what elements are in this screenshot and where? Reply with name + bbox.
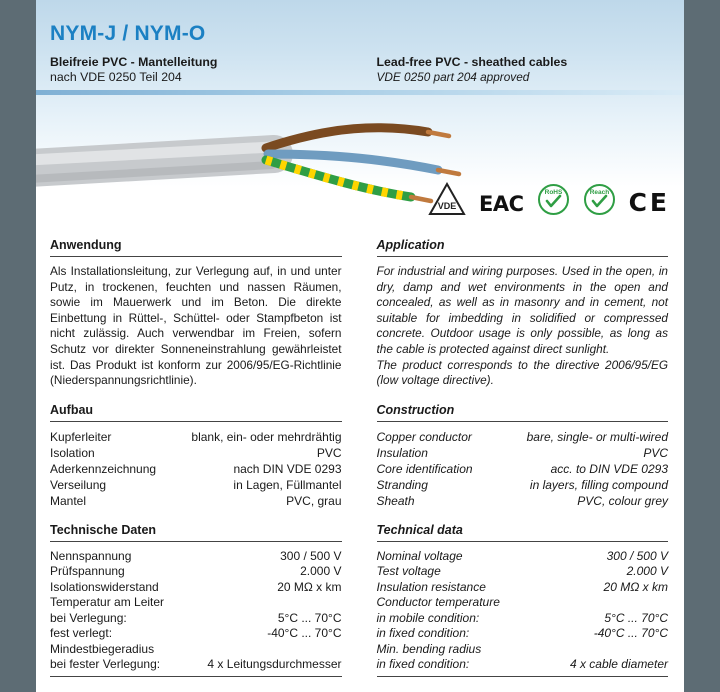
spec-row bbox=[377, 493, 669, 509]
spec-label: Isolation bbox=[50, 445, 95, 460]
spec-label: Mindestbiegeradius bbox=[50, 641, 155, 656]
spec-label: Nennspannung bbox=[50, 548, 132, 563]
spec-row bbox=[50, 429, 342, 445]
spec-label: Prüfspannung bbox=[50, 564, 125, 579]
body bbox=[36, 228, 684, 677]
svg-text:RoHS: RoHS bbox=[544, 189, 562, 196]
spec-label: in fixed condition: bbox=[376, 626, 470, 641]
spec-row bbox=[50, 642, 342, 658]
spec-value: 4 x cable diameter bbox=[569, 657, 668, 672]
left-page-border bbox=[0, 0, 36, 692]
spec-value: PVC bbox=[316, 445, 342, 460]
technical-english bbox=[377, 523, 669, 677]
spec-row bbox=[50, 611, 342, 627]
application-text-de: Als Installationsleitung, zur Verlegung auf, in und unter Putz, in trockenen, feuchten und nassen Räumen, sowie im Mauerwerk und im Beton. Die direkte Einbettung in Rüttel-, Schüttel- oder Stampfbeton ist nicht zulässig. Auch verwendbar im Freien, sofern Schutz vor direkter Sonneneinstrahlung gewährleistet ist. Das Produkt ist konform zur 2006/95/EG-Richtlinie (Niederspannungsrichtlinie). bbox=[50, 264, 342, 388]
svg-text:VDE: VDE bbox=[437, 201, 457, 211]
spec-label: bei fester Verlegung: bbox=[50, 657, 161, 672]
spec-row bbox=[50, 477, 342, 493]
spec-value: PVC bbox=[643, 445, 668, 460]
spec-value: 20 MΩ x km bbox=[603, 579, 668, 594]
reach-icon bbox=[583, 183, 616, 216]
section-heading: Technische Daten bbox=[50, 523, 342, 542]
spec-row bbox=[50, 493, 342, 509]
spec-value: in Lagen, Füllmantel bbox=[233, 477, 342, 492]
subtitle-de-line1: Bleifreie PVC - Mantelleitung bbox=[50, 55, 218, 69]
section-construction bbox=[50, 403, 668, 509]
certifications bbox=[428, 160, 670, 216]
svg-text:Reach: Reach bbox=[589, 189, 609, 196]
spec-label: Core identification bbox=[376, 461, 473, 476]
application-german bbox=[50, 238, 342, 389]
spec-row bbox=[50, 564, 342, 580]
spec-value: 300 / 500 V bbox=[606, 548, 668, 563]
spec-label: Verseilung bbox=[50, 477, 107, 492]
header-gradient-divider bbox=[36, 90, 684, 95]
technical-german bbox=[50, 523, 342, 677]
spec-value: PVC, grau bbox=[286, 493, 342, 508]
subtitle-german bbox=[50, 55, 342, 85]
spec-value: 2.000 V bbox=[626, 564, 668, 579]
spec-row bbox=[377, 642, 669, 658]
spec-value: 5°C ... 70°C bbox=[604, 610, 668, 625]
spec-row bbox=[377, 626, 669, 642]
spec-row bbox=[377, 461, 669, 477]
spec-row bbox=[50, 445, 342, 461]
page-title: NYM-J / NYM-O bbox=[50, 22, 206, 45]
spec-row bbox=[377, 595, 669, 611]
spec-row bbox=[377, 477, 669, 493]
spec-value: in layers, filling compound bbox=[529, 477, 668, 492]
spec-value: 300 / 500 V bbox=[280, 548, 342, 563]
spec-label: Insulation bbox=[376, 445, 428, 460]
section-heading: Technical data bbox=[377, 523, 669, 542]
cable-photo bbox=[36, 96, 496, 218]
ce-mark-icon bbox=[629, 190, 670, 216]
application-text-en-p2: The product corresponds to the directive 2006/95/EG (low voltage directive). bbox=[376, 357, 668, 388]
construction-english bbox=[377, 403, 669, 509]
spec-row bbox=[377, 445, 669, 461]
spec-label: fest verlegt: bbox=[50, 626, 113, 641]
spec-value: -40°C ... 70°C bbox=[267, 626, 342, 641]
right-page-border bbox=[684, 0, 720, 692]
spec-row bbox=[50, 595, 342, 611]
spec-row bbox=[50, 461, 342, 477]
cable-illustration-svg bbox=[36, 96, 496, 218]
section-heading: Aufbau bbox=[50, 403, 342, 422]
spec-value: 4 x Leitungsdurchmesser bbox=[207, 657, 342, 672]
subtitle-english bbox=[377, 55, 669, 85]
subtitle-en-line2: VDE 0250 part 204 approved bbox=[376, 70, 530, 84]
section-heading: Construction bbox=[377, 403, 669, 422]
header bbox=[36, 0, 684, 228]
spec-value: bare, single- or multi-wired bbox=[526, 429, 668, 444]
spec-label: Mantel bbox=[50, 493, 87, 508]
spec-label: Min. bending radius bbox=[376, 641, 482, 656]
spec-label: Insulation resistance bbox=[376, 579, 486, 594]
spec-value: acc. to DIN VDE 0293 bbox=[550, 461, 668, 476]
datasheet-content bbox=[36, 0, 684, 692]
spec-label: Aderkennzeichnung bbox=[50, 461, 157, 476]
spec-row bbox=[50, 580, 342, 596]
section-technical-data bbox=[50, 523, 668, 677]
spec-row bbox=[377, 611, 669, 627]
eac-mark-icon bbox=[479, 192, 524, 216]
spec-value: nach DIN VDE 0293 bbox=[233, 461, 342, 476]
ce-text: CE bbox=[628, 188, 670, 217]
spec-label: bei Verlegung: bbox=[50, 610, 127, 625]
spec-label: Temperatur am Leiter bbox=[50, 595, 165, 610]
subtitle-row bbox=[50, 55, 668, 85]
spec-label: Conductor temperature bbox=[376, 595, 500, 610]
construction-german bbox=[50, 403, 342, 509]
spec-value: 20 MΩ x km bbox=[277, 579, 342, 594]
spec-label: Copper conductor bbox=[376, 429, 472, 444]
spec-label: in mobile condition: bbox=[376, 610, 480, 625]
spec-label: Sheath bbox=[376, 493, 415, 508]
section-heading: Application bbox=[377, 238, 669, 257]
spec-row bbox=[377, 580, 669, 596]
section-application bbox=[50, 238, 668, 389]
spec-value: -40°C ... 70°C bbox=[593, 626, 668, 641]
spec-value: 5°C ... 70°C bbox=[277, 610, 342, 625]
spec-label: Kupferleiter bbox=[50, 429, 112, 444]
spec-value: blank, ein- oder mehrdrähtig bbox=[191, 429, 342, 444]
spec-row bbox=[50, 626, 342, 642]
subtitle-de-line2: nach VDE 0250 Teil 204 bbox=[50, 70, 182, 84]
spec-label: Test voltage bbox=[376, 564, 441, 579]
section-heading: Anwendung bbox=[50, 238, 342, 257]
spec-row bbox=[50, 657, 342, 673]
spec-label: Nominal voltage bbox=[376, 548, 463, 563]
vde-triangle-icon bbox=[428, 182, 466, 216]
eac-text: EAC bbox=[479, 192, 524, 216]
subtitle-en-line1: Lead-free PVC - sheathed cables bbox=[376, 55, 568, 69]
spec-label: Isolationswiderstand bbox=[50, 579, 159, 594]
spec-row bbox=[377, 549, 669, 565]
spec-row bbox=[377, 564, 669, 580]
spec-row bbox=[377, 657, 669, 673]
application-text-en-p1: For industrial and wiring purposes. Used in the open, in dry, damp and wet environments in the open and concealed, as well as in masonry and in cement, not suitable for imbedding in solidified or compressed concrete. Outdoor usage is only possible, as long as the cable is protected against direct sunlight. bbox=[376, 264, 668, 356]
application-english bbox=[377, 238, 669, 389]
spec-row bbox=[377, 429, 669, 445]
rohs-icon bbox=[537, 183, 570, 216]
spec-value: 2.000 V bbox=[300, 564, 342, 579]
spec-label: in fixed condition: bbox=[376, 657, 470, 672]
spec-label: Stranding bbox=[376, 477, 428, 492]
spec-value: PVC, colour grey bbox=[577, 493, 668, 508]
spec-row bbox=[50, 549, 342, 565]
